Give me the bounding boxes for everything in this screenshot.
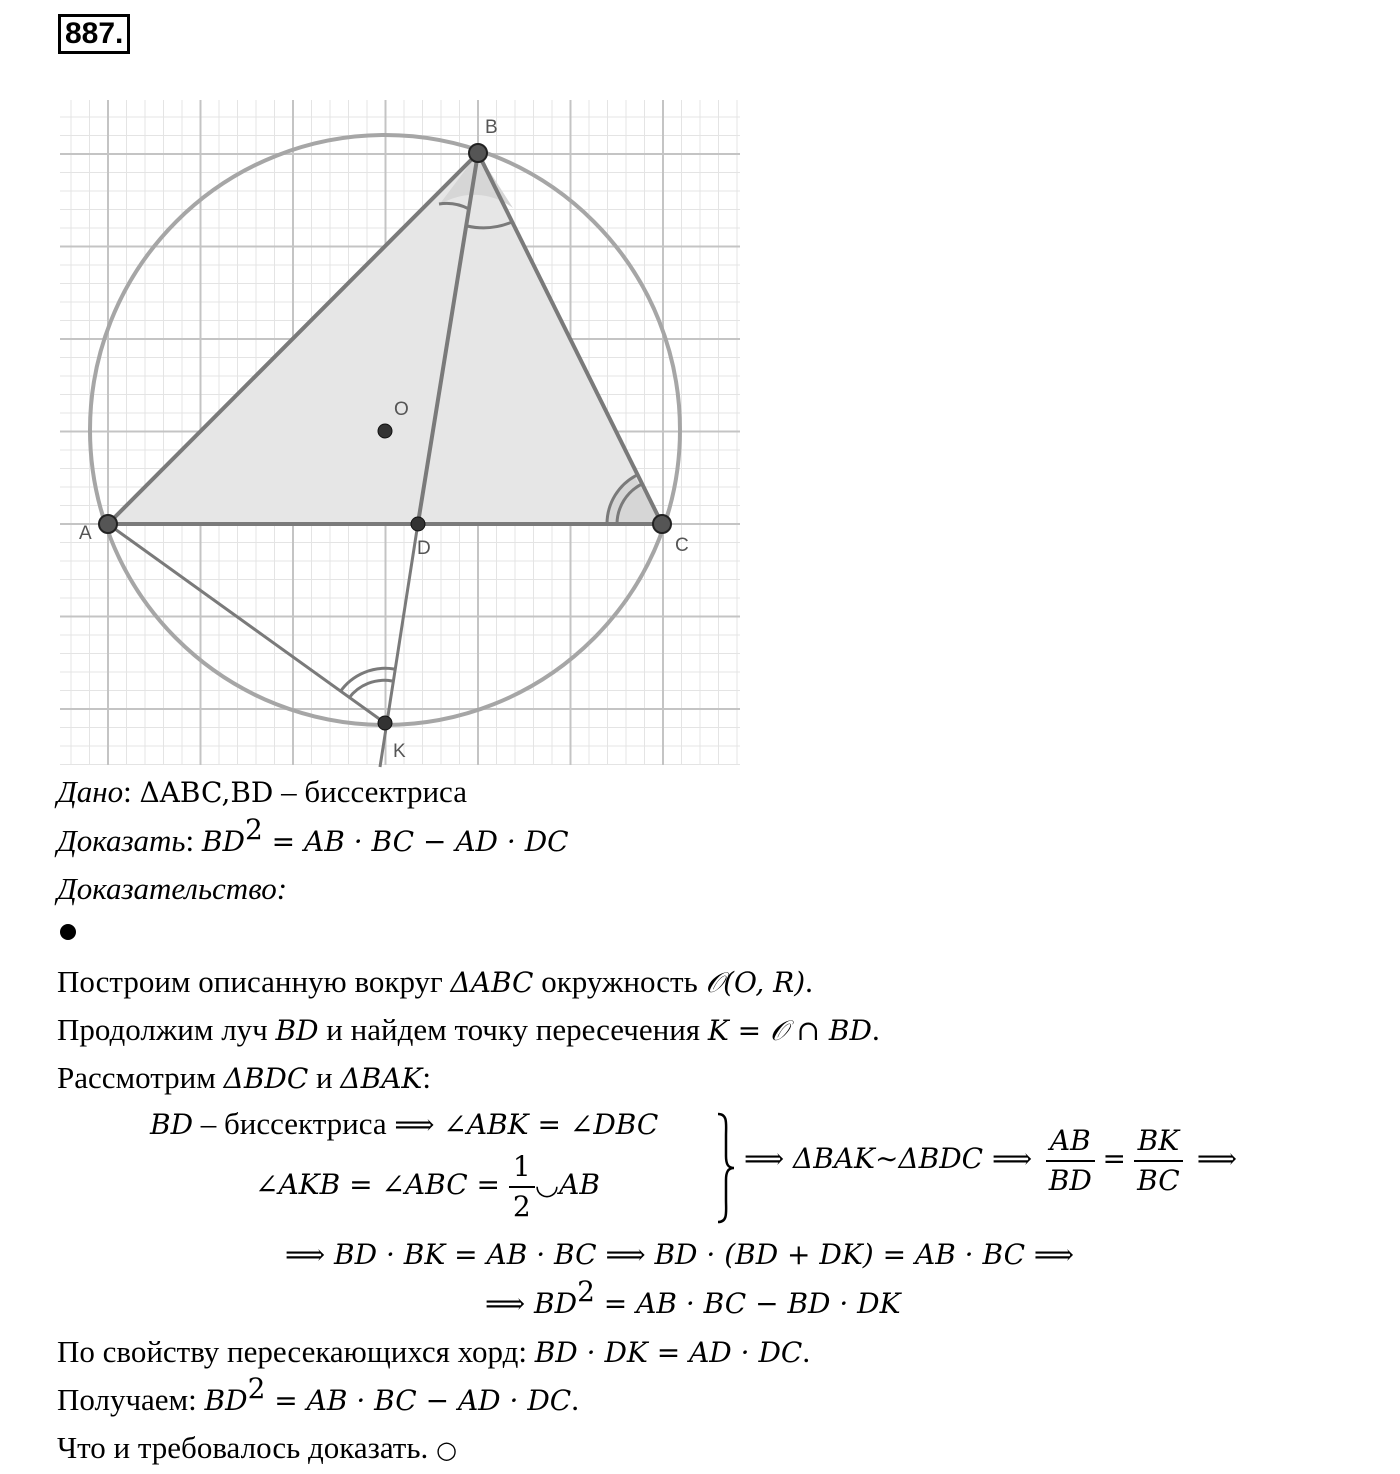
chain-line-2-b: = AB · BC − BD · DK	[594, 1287, 901, 1320]
conclusion-text: Что и требовалось доказать.	[57, 1430, 436, 1465]
qed-circle-icon: ○	[436, 1436, 457, 1464]
conclusion-line	[57, 1428, 457, 1470]
system-row-1-angles: ⟹ ∠ABK = ∠DBC	[394, 1108, 659, 1141]
result-line	[57, 1372, 579, 1421]
point-o	[378, 424, 392, 438]
bullet-icon	[60, 924, 76, 940]
point-b	[469, 144, 487, 162]
fraction-bk: BK	[1134, 1122, 1184, 1162]
label-b: B	[485, 117, 498, 138]
fraction-one-half	[509, 1148, 535, 1226]
step-1-dot: .	[805, 964, 813, 999]
chords-line	[57, 1332, 810, 1373]
prove-lhs: BD	[201, 825, 245, 858]
prove-line: Доказать: $BD^2$ = AB · BC − AD · DC	[57, 813, 569, 858]
chain-line-2-a: ⟹ BD	[485, 1287, 578, 1320]
right-brace-icon	[714, 1112, 738, 1224]
fraction-denominator: 2	[512, 1190, 531, 1223]
step-1-triangle: ΔABC	[450, 966, 534, 999]
step-2-intersection: K = 𝒪 ∩ BD	[707, 1014, 872, 1047]
system-row-2-arc: ◡AB	[534, 1168, 600, 1202]
fraction-ab-bd	[1046, 1122, 1095, 1200]
point-d	[411, 517, 425, 531]
label-a: A	[79, 523, 92, 544]
point-a	[99, 515, 117, 533]
system-row-1-text: – биссектриса	[193, 1106, 395, 1141]
step-3-triangle-bdc: ΔBDC	[223, 1062, 309, 1095]
step-3-text-b: и	[308, 1060, 341, 1095]
chord-ak	[108, 524, 385, 723]
system-row-1	[150, 1104, 658, 1145]
proof-label: Доказательство:	[57, 871, 288, 906]
step-3-triangle-bak: ΔBAK	[340, 1062, 423, 1095]
fraction-numerator: 1	[509, 1148, 535, 1188]
fraction-ab: AB	[1046, 1122, 1095, 1162]
step-3-text-a: Рассмотрим	[57, 1060, 224, 1095]
step-1	[57, 962, 813, 1003]
step-2-text-a: Продолжим луч	[57, 1012, 276, 1047]
label-c: C	[675, 535, 689, 556]
prove-label: Доказать	[57, 823, 186, 858]
result-sup: 2	[247, 1372, 266, 1405]
label-k: K	[393, 741, 406, 762]
chords-formula: BD · DK = AD · DC	[534, 1336, 803, 1369]
given-line: Дано: ΔABC,BD – биссектриса	[57, 774, 467, 809]
fraction-bk-bc	[1134, 1122, 1184, 1200]
step-2-dot: .	[871, 1012, 880, 1047]
step-3-colon: :	[422, 1060, 431, 1095]
result-text: Получаем:	[57, 1382, 205, 1417]
given-text: – биссектриса	[281, 774, 467, 809]
step-2-text-b: и найдем точку пересечения	[318, 1012, 708, 1047]
chain-line-1: ⟹ BD · BK = AB · BC ⟹ BD · (BD + DK) = AB · BC ⟹	[285, 1238, 1075, 1271]
step-2	[57, 1010, 880, 1051]
geometry-figure	[55, 95, 745, 770]
chords-text: По свойству пересекающихся хорд:	[57, 1334, 535, 1369]
implies-arrow: ⟹	[1196, 1142, 1238, 1176]
point-c	[653, 515, 671, 533]
system-row-2-angles: ∠AKB = ∠ABC =	[255, 1168, 509, 1202]
prove-rhs: = AB · BC − AD · DC	[262, 825, 569, 858]
result-formula: = AB · BC − AD · DC	[265, 1384, 572, 1417]
fraction-bc: BC	[1137, 1164, 1180, 1197]
step-1-circle: 𝒪(O, R)	[705, 966, 806, 999]
equals-sign: =	[1102, 1142, 1126, 1176]
result-bd: BD	[204, 1384, 248, 1417]
step-1-text-a: Построим описанную вокруг	[57, 964, 451, 999]
point-k	[378, 716, 392, 730]
chain-line-2-sup: 2	[577, 1275, 595, 1308]
given-label: Дано	[57, 774, 124, 809]
given-triangle: ΔABC,BD	[139, 776, 274, 809]
system-row-2	[255, 1148, 600, 1226]
step-2-ray: BD	[275, 1014, 319, 1047]
system-row-1-bd: BD	[150, 1108, 194, 1141]
result-dot: .	[571, 1382, 579, 1417]
step-1-text-b: окружность	[533, 964, 706, 999]
problem-number: 887.	[58, 14, 130, 54]
label-d: D	[417, 538, 431, 559]
chords-dot: .	[802, 1334, 811, 1369]
prove-sup: 2	[244, 813, 263, 846]
system-result	[744, 1122, 1237, 1200]
fraction-bd: BD	[1048, 1164, 1092, 1197]
step-3	[57, 1058, 431, 1099]
label-o: O	[394, 399, 409, 420]
chain-line-2	[485, 1275, 901, 1324]
similarity-statement: ⟹ ΔBAK∼ΔBDC ⟹	[744, 1142, 1033, 1176]
